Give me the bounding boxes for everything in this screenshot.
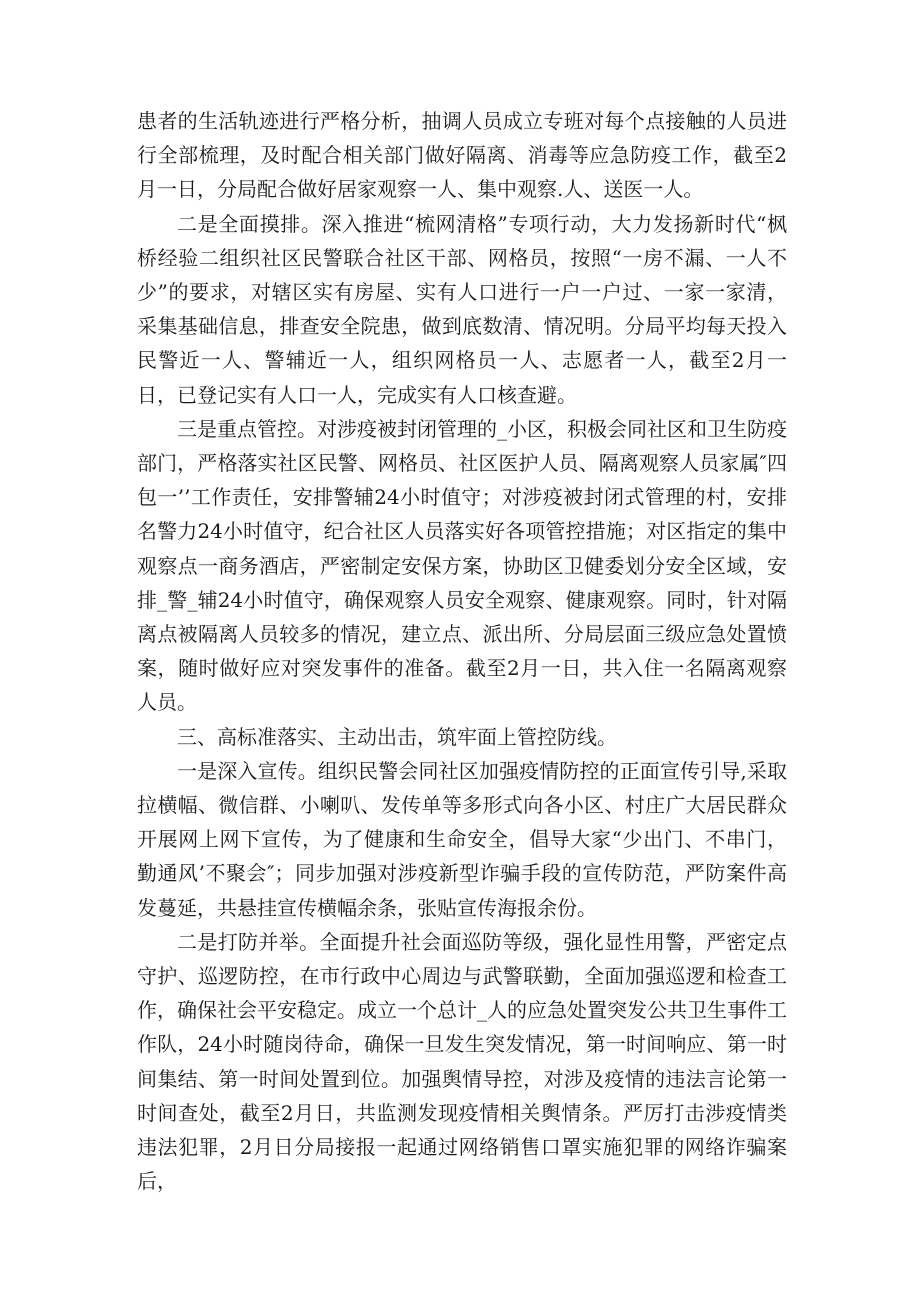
document-body <box>137 104 787 1199</box>
paragraph-5: 一是深入宣传。组织民警会同社区加强疫情防控的正面宣传引导,采取拉横幅、微信群、小喇叭、发传单等多形式向各小区、村庄广大居民群众开展网上网下宣传，为了健康和生命安全，倡导大家“少出门、不串门，勤通风’不聚会″；同步加强对涉疫新型诈骗手段的宣传防范，严防案件高发蔓延，共悬挂宣传横幅余条，张贴宣传海报余份。 <box>137 758 787 920</box>
paragraph-6: 二是打防并举。全面提升社会面巡防等级，强化显性用警，严密定点守护、巡逻防控，在市行政中心周边与武警联勤，全面加强巡逻和检查工作，确保社会平安稳定。成立一个总计_人的应急处置突发公共卫生事件工作队，24小时随岗待命，确保一旦发生突发情况，第一时间响应、第一时间集结、第一时间处置到位。加强舆情导控，对涉及疫情的违法言论第一时间查处，截至2月日，共监测发现疫情相关舆情条。严厉打击涉疫情类违法犯罪，2月日分局接报一起通过网络销售口罩实施犯罪的网络诈骗案后， <box>137 929 787 1194</box>
section-heading: 三、高标准落实、主动出击，筑牢面上管控防线。 <box>177 724 617 749</box>
paragraph-3: 三是重点管控。对涉疫被封闭管理的_小区，积极会同社区和卫生防疫部门，严格落实社区民警、网格员、社区医护人员、隔离观察人员家属″四包一’’工作责任，安排警辅24小时值守；对涉疫被封闭式管理的村，安排名警力24小时值守，纪合社区人员落实好各项管控措施；对区指定的集中观察点一商务酒店，严密制定安保方案，协助区卫健委划分安全区域，安排_警_辅24小时值守，确保观察人员安全观察、健康观察。同时，针对隔离点被隔离人员较多的情况，建立点、派出所、分局层面三级应急处置愤案，随时做好应对突发事件的准备。截至2月一日，共入住一名隔离观察人员。 <box>137 416 787 715</box>
paragraph-1: 患者的生活轨迹进行严格分析，抽调人员成立专班对每个点接触的人员进行全部梳理，及时配合相关部门做好隔离、消毒等应急防疫工作，截至2月一日，分局配合做好居家观察一人、集中观察.人、送医一人。 <box>137 109 787 202</box>
paragraph-2: 二是全面摸排。深入推进“梳网清格”专项行动，大力发扬新时代“枫桥经验二组织社区民警联合社区干部、网格员，按照“一房不漏、一人不少”的要求，对辖区实有房屋、实有人口进行一户一户过、一家一家清，采集基础信息，排查安全院患，做到底数清、情况明。分局平均每天投入民警近一人、警辅近一人，组织网格员一人、志愿者一人，截至2月一日，已登记实有人口一人，完成实有人口核查避。 <box>137 211 787 407</box>
